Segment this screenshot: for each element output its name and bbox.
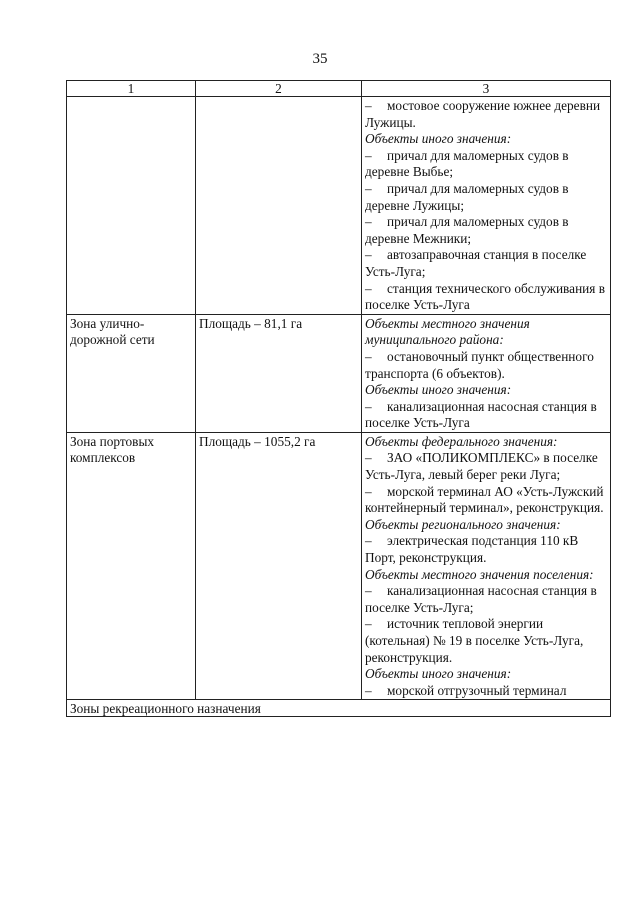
list-dash-marker: – — [365, 398, 372, 414]
zone-objects-cell — [362, 314, 611, 432]
objects-category-heading: Объекты иного значения: — [365, 382, 512, 398]
object-list-item-text: ЗАО «ПОЛИКОМПЛЕКС» в поселке Усть-Луга, левый берег реки Луга; — [365, 450, 598, 483]
list-dash-marker: – — [365, 214, 372, 230]
table-body — [67, 97, 611, 717]
zone-name-cell: Зона портовых комплексов — [67, 432, 196, 700]
list-dash-marker: – — [365, 247, 372, 263]
list-dash-marker: – — [365, 280, 372, 296]
zone-objects-cell — [362, 97, 611, 315]
object-list-item-text: причал для маломерных судов в деревне Межники; — [365, 214, 569, 246]
object-list-item-text: канализационная насосная станция в поселке Усть-Луга — [365, 398, 597, 431]
object-list-item-text: морской терминал АО «Усть-Лужский контейнерный терминал», реконструкция. — [365, 483, 604, 516]
object-list-item — [365, 484, 607, 517]
object-list-item-text: мостовое сооружение южнее деревни Лужицы. — [365, 98, 601, 130]
object-list-item — [365, 616, 607, 666]
zone-area-cell — [196, 97, 362, 315]
object-list-item — [365, 399, 607, 432]
object-list-item-text: причал для маломерных судов в деревне Лужицы; — [365, 180, 569, 213]
list-dash-marker: – — [365, 483, 372, 499]
section-row-recreational-zones — [67, 700, 611, 717]
zone-area-cell: Площадь – 1055,2 га — [196, 432, 362, 700]
object-list-item — [365, 148, 607, 181]
column-header-3: 3 — [362, 81, 611, 97]
objects-category-heading: Объекты местного значения муниципального района: — [365, 315, 530, 348]
zone-area-cell: Площадь – 81,1 га — [196, 314, 362, 432]
zone-name-cell — [67, 97, 196, 315]
list-dash-marker: – — [365, 450, 372, 466]
list-dash-marker: – — [365, 180, 372, 196]
section-title: Зоны рекреационного назначения — [67, 700, 611, 717]
table-row — [67, 432, 611, 700]
object-list-item-text: канализационная насосная станция в поселке Усть-Луга; — [365, 583, 597, 615]
zones-table — [66, 80, 611, 717]
list-dash-marker: – — [365, 98, 372, 113]
object-list-item-text: причал для маломерных судов в деревне Выбье; — [365, 147, 569, 180]
column-header-2: 2 — [196, 81, 362, 97]
object-list-item — [365, 683, 607, 700]
objects-category-heading: Объекты местного значения поселения: — [365, 566, 594, 582]
list-dash-marker: – — [365, 583, 372, 599]
object-list-item-text: морской отгрузочный терминал — [387, 682, 567, 698]
object-list-item — [365, 247, 607, 280]
table-row — [67, 314, 611, 432]
object-list-item — [365, 181, 607, 214]
column-header-1: 1 — [67, 81, 196, 97]
object-list-item — [365, 583, 607, 616]
list-dash-marker: – — [365, 682, 372, 698]
objects-category-heading: Объекты иного значения: — [365, 131, 512, 147]
object-list-item-text: остановочный пункт общественного транспорта (6 объектов). — [365, 348, 594, 381]
table-header-row — [67, 81, 611, 97]
object-list-item-text: станция технического обслуживания в поселке Усть-Луга — [365, 280, 606, 313]
object-list-item — [365, 98, 607, 131]
object-list-item — [365, 450, 607, 483]
objects-category-heading: Объекты регионального значения: — [365, 516, 561, 532]
object-list-item-text: автозаправочная станция в поселке Усть-Луга; — [365, 247, 587, 279]
page-number: 35 — [312, 51, 328, 67]
list-dash-marker: – — [365, 616, 372, 632]
zone-name-cell: Зона улично-дорожной сети — [67, 314, 196, 432]
object-list-item-text: источник тепловой энергии (котельная) № 19 в поселке Усть-Луга, реконструкция. — [365, 616, 584, 665]
objects-category-heading: Объекты иного значения: — [365, 666, 512, 682]
object-list-item — [365, 214, 607, 247]
objects-category-heading: Объекты федерального значения: — [365, 433, 558, 449]
list-dash-marker: – — [365, 147, 372, 163]
zone-objects-cell — [362, 432, 611, 700]
list-dash-marker: – — [365, 533, 372, 549]
object-list-item — [365, 349, 607, 382]
object-list-item — [365, 533, 607, 566]
list-dash-marker: – — [365, 348, 372, 364]
object-list-item — [365, 281, 607, 314]
object-list-item-text: электрическая подстанция 110 кВ Порт, реконструкция. — [365, 533, 579, 566]
table-row — [67, 97, 611, 315]
